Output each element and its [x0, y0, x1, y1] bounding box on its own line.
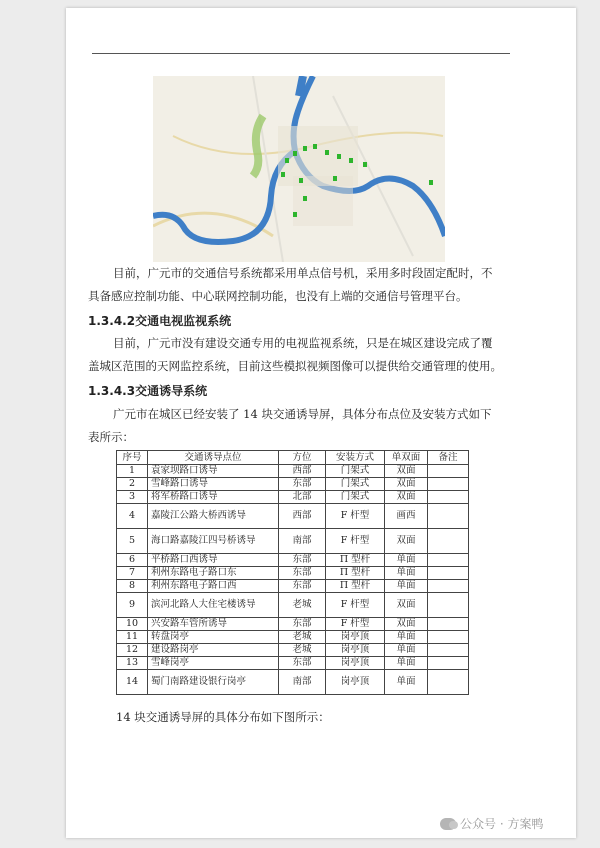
- cell-install: 岗亭顶: [326, 631, 385, 644]
- cell-remarks: [428, 567, 469, 580]
- cell-location: 蜀门南路建设银行岗亭: [148, 670, 279, 695]
- cell-direction: 南部: [279, 529, 326, 554]
- cell-install: 门架式: [326, 491, 385, 504]
- cell-install: F 杆型: [326, 593, 385, 618]
- cell-sides: 双面: [385, 618, 428, 631]
- intro-line-2: 具备感应控制功能、中心联网控制功能，也没有上端的交通信号管理平台。: [88, 289, 468, 303]
- cell-direction: 老城: [279, 593, 326, 618]
- cell-direction: 东部: [279, 657, 326, 670]
- cell-location: 利州东路电子路口东: [148, 567, 279, 580]
- city-map-figure: [153, 76, 445, 262]
- cell-sides: 双面: [385, 593, 428, 618]
- col-header-remarks: 备注: [428, 451, 469, 465]
- col-header-location: 交通诱导点位: [148, 451, 279, 465]
- cell-remarks: [428, 478, 469, 491]
- cell-location: 海口路嘉陵江四号桥诱导: [148, 529, 279, 554]
- table-row: [117, 631, 469, 644]
- cell-remarks: [428, 580, 469, 593]
- cell-index: 4: [117, 504, 148, 529]
- cell-index: 12: [117, 644, 148, 657]
- cell-sides: 单面: [385, 580, 428, 593]
- cell-index: 10: [117, 618, 148, 631]
- cell-install: 岗亭顶: [326, 670, 385, 695]
- cell-direction: 东部: [279, 618, 326, 631]
- cctv-line-2: 盖城区范围的天网监控系统，目前这些模拟视频图像可以提供给交通管理的使用。: [88, 359, 502, 373]
- cell-remarks: [428, 465, 469, 478]
- wechat-icon: [440, 818, 456, 830]
- cell-install: 岗亭顶: [326, 644, 385, 657]
- cell-remarks: [428, 644, 469, 657]
- cell-direction: 老城: [279, 644, 326, 657]
- cctv-line-1: 目前，广元市没有建设交通专用的电视监视系统，只是在城区建设完成了覆: [113, 336, 493, 350]
- cell-index: 11: [117, 631, 148, 644]
- table-row: [117, 504, 469, 529]
- guidance-line-1: 广元市在城区已经安装了 14 块交通诱导屏，具体分布点位及安装方式如下: [113, 407, 492, 421]
- cell-remarks: [428, 657, 469, 670]
- cell-index: 9: [117, 593, 148, 618]
- closing-line: 14 块交通诱导屏的具体分布如下图所示：: [116, 710, 330, 724]
- cell-location: 利州东路电子路口西: [148, 580, 279, 593]
- cell-index: 13: [117, 657, 148, 670]
- cell-index: 7: [117, 567, 148, 580]
- cell-install: 门架式: [326, 465, 385, 478]
- section-heading-cctv: 1.3.4.2交通电视监视系统: [88, 314, 232, 328]
- table-row: [117, 529, 469, 554]
- cell-location: 雪峰路口诱导: [148, 478, 279, 491]
- cell-remarks: [428, 529, 469, 554]
- cell-sides: 单面: [385, 554, 428, 567]
- cell-install: Π 型杆: [326, 554, 385, 567]
- cell-sides: 单面: [385, 631, 428, 644]
- cell-index: 5: [117, 529, 148, 554]
- cell-index: 6: [117, 554, 148, 567]
- cell-index: 2: [117, 478, 148, 491]
- cell-install: F 杆型: [326, 504, 385, 529]
- cell-remarks: [428, 631, 469, 644]
- cell-location: 嘉陵江公路大桥西诱导: [148, 504, 279, 529]
- cell-remarks: [428, 618, 469, 631]
- cell-index: 14: [117, 670, 148, 695]
- table-row: [117, 618, 469, 631]
- cell-direction: 东部: [279, 567, 326, 580]
- cell-sides: 画西: [385, 504, 428, 529]
- table-header-row: [117, 451, 469, 465]
- cell-sides: 双面: [385, 478, 428, 491]
- table-row: [117, 580, 469, 593]
- cell-index: 1: [117, 465, 148, 478]
- watermark-text: 公众号 · 方案鸭: [460, 817, 544, 831]
- cell-sides: 单面: [385, 567, 428, 580]
- cell-location: 袁家坝路口诱导: [148, 465, 279, 478]
- cell-sides: 双面: [385, 491, 428, 504]
- cell-location: 滨河北路人大住宅楼诱导: [148, 593, 279, 618]
- col-header-direction: 方位: [279, 451, 326, 465]
- cell-sides: 单面: [385, 670, 428, 695]
- guidance-screen-table: [116, 450, 469, 695]
- cell-direction: 东部: [279, 580, 326, 593]
- cell-install: F 杆型: [326, 529, 385, 554]
- cell-direction: 东部: [279, 478, 326, 491]
- header-rule: [92, 53, 510, 54]
- cell-location: 建设路岗亭: [148, 644, 279, 657]
- cell-location: 转盘岗亭: [148, 631, 279, 644]
- cell-sides: 双面: [385, 529, 428, 554]
- table-row: [117, 657, 469, 670]
- table-row: [117, 465, 469, 478]
- table-row: [117, 478, 469, 491]
- intro-line-1: 目前，广元市的交通信号系统都采用单点信号机，采用多时段固定配时，不: [113, 266, 493, 280]
- cell-install: Π 型杆: [326, 567, 385, 580]
- col-header-install: 安装方式: [326, 451, 385, 465]
- cell-index: 8: [117, 580, 148, 593]
- cell-sides: 双面: [385, 465, 428, 478]
- cell-location: 平桥路口西诱导: [148, 554, 279, 567]
- watermark: [440, 815, 543, 832]
- cell-direction: 西部: [279, 504, 326, 529]
- table-row: [117, 554, 469, 567]
- col-header-sides: 单双面: [385, 451, 428, 465]
- cell-location: 兴安路车管所诱导: [148, 618, 279, 631]
- cell-install: 岗亭顶: [326, 657, 385, 670]
- cell-location: 雪峰岗亭: [148, 657, 279, 670]
- table-row: [117, 644, 469, 657]
- cell-sides: 单面: [385, 644, 428, 657]
- cell-direction: 南部: [279, 670, 326, 695]
- cell-direction: 西部: [279, 465, 326, 478]
- map-graphic: [153, 76, 445, 262]
- section-heading-guidance: 1.3.4.3交通诱导系统: [88, 384, 208, 398]
- table-row: [117, 593, 469, 618]
- cell-direction: 北部: [279, 491, 326, 504]
- cell-remarks: [428, 491, 469, 504]
- cell-install: 门架式: [326, 478, 385, 491]
- col-header-index: 序号: [117, 451, 148, 465]
- table-row: [117, 670, 469, 695]
- cell-install: F 杆型: [326, 618, 385, 631]
- cell-index: 3: [117, 491, 148, 504]
- cell-remarks: [428, 554, 469, 567]
- cell-remarks: [428, 593, 469, 618]
- cell-location: 将军桥路口诱导: [148, 491, 279, 504]
- guidance-line-2: 表所示：: [88, 430, 134, 444]
- cell-install: Π 型杆: [326, 580, 385, 593]
- cell-sides: 单面: [385, 657, 428, 670]
- table-row: [117, 567, 469, 580]
- cell-remarks: [428, 504, 469, 529]
- cell-direction: 老城: [279, 631, 326, 644]
- cell-remarks: [428, 670, 469, 695]
- cell-direction: 东部: [279, 554, 326, 567]
- table-row: [117, 491, 469, 504]
